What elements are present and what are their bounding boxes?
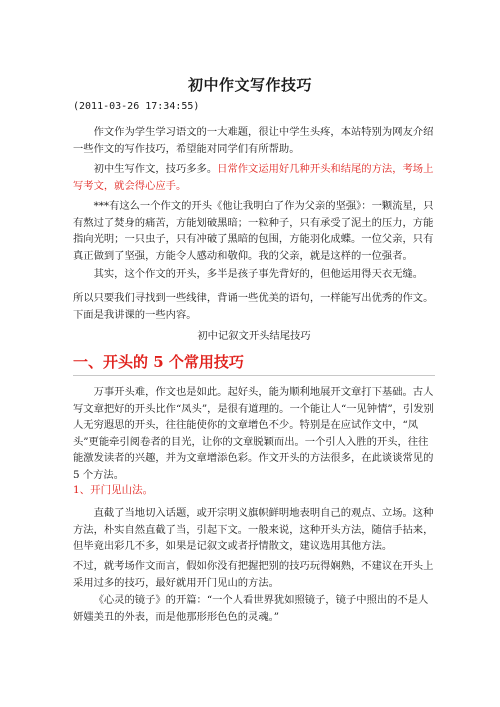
subsection-heading: 1、开门见山法。 <box>73 484 154 496</box>
post-date: (2011-03-26 17:34:55) <box>73 101 200 112</box>
summary-paragraph: 所以只要我们寻找到一些线律，背诵一些优美的语句，一样能写出优秀的作文。下面是我讲课的一些内容。 <box>73 292 434 321</box>
section-heading: 一、开头的 5 个常用技巧 <box>73 353 244 371</box>
exam-advice-paragraph: 不过，就考场作文而言，假如你没有把握把别的技巧玩得娴熟，不建议在开头上采用过多的技巧，最好就用开门见山的方法。 <box>73 560 434 589</box>
heading-divider <box>73 375 435 376</box>
example-opening-paragraph: ***有这么一个作文的开头《他让我明白了作为父亲的坚强》：一颗流星，只有熬过了焚身的痛苦，方能划破黑暗；一粒种子，只有承受了泥土的压力，方能指向光明；一只虫子，只有冲破了黑暗的包围，方能羽化成蝶。一位父亲，只有真正做到了坚强，方能令人感动和敬仰。我的父亲，就是这样的一位强者。 <box>73 200 434 262</box>
opening-techniques-paragraph: 万事开头难，作文也是如此。起好头，能为顺利地展开文章打下基础。古人写文章把好的开头比作“凤头”，是很有道理的。一个能让人“一见钟情”，引发别人无穷遐思的开头，往往能使你的文章增色不少。特别是在应试作文中，“凤头”更能牵引阅卷者的目光，让你的文章脱颖而出。一个引人入胜的开头，往往能激发读者的兴趣，并为文章增添色彩。作文开头的方法很多，在此谈谈常见的 5 个方法。 <box>73 386 434 481</box>
direct-method-paragraph: 直截了当地切入话题，或开宗明义旗帜鲜明地表明自己的观点、立场。这种方法，朴实自然直截了当，引起下文。一般来说，这种开头方法，随信手拈来，但毕竟出彩几不多，如果是记叙文或者抒情散文，建议选用其他方法。 <box>73 507 434 552</box>
highlight-red-text: 日常作文运用好几种开头和结尾的方法，考场上写考文，就会得心应手。 <box>73 163 434 192</box>
highlight-lead: 初中生写作文，技巧多多。 <box>93 163 218 175</box>
section-subtitle: 初中记叙文开头结尾技巧 <box>197 330 311 342</box>
mirror-example-paragraph: 《心灵的镜子》的开篇：“一个人看世界犹如照镜子，镜子中照出的不是人妍媸美丑的外表，而是他那形形色色的灵魂。” <box>73 594 429 623</box>
intro-paragraph: 作文作为学生学习语文的一大难题，很让中学生头疼，本站特别为网友介绍一些作文的写作技巧，希望能对同学们有所帮助。 <box>73 126 434 155</box>
page-title: 初中作文写作技巧 <box>187 76 312 95</box>
comment-paragraph: 其实，这个作文的开头，多半是孩子事先背好的，但他运用得天衣无缝。 <box>93 268 424 280</box>
highlight-paragraph <box>73 161 435 194</box>
